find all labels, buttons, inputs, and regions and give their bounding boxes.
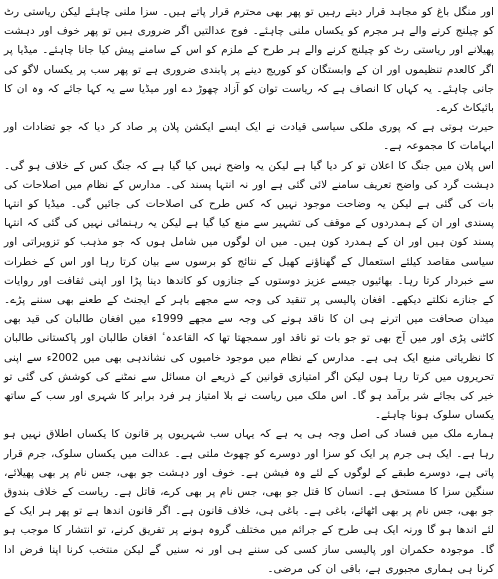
article-column [4,3,494,579]
article-paragraph-1: اور منگل باغ کو مجاہد قرار دیتے رہیں تو پھر بھی محترم قرار پاتے ہیں۔ سزا ملنی چاہئے لیکن ریاستی رٹ کو چیلنج کرنے والے ہر مجرم کو یکساں ملنی چاہئے۔ فوج عدالتیں اگر ضروری ہیں تو پھر خوف اور دہشت پھیلانے اور ریاستی رٹ کو چیلنج کرنے والے ہر طرح کے ملزم کو اس کے سامنے پیش کیا جانا چاہئے۔ میڈیا پر اگر کالعدم تنظیموں اور ان کے وابستگان کو کوریج دینے پر پابندی ضروری ہے تو پھر سب پر یکساں لاگو کی جانی چاہئے۔ یہ کہاں کا انصاف ہے کہ ریاست توان کو آزاد چھوڑ دے اور میڈیا سے یہ کہا جائے کہ وہ ان کا بائیکاٹ کرے۔ [4,6,494,115]
article-paragraph-4: ہمارے ملک میں فساد کی اصل وجہ ہی یہ ہے کہ یہاں سب شہریوں پر قانون کا یکساں اطلاق نہیں ہو رہا ہے۔ ایک ہی جرم پر ایک کو سزا اور دوسرے کو چھوٹ ملتی ہے۔ عدالت میں یکساں سلوک، جرم قرار پاتی ہے، دوسرے طبقے کے لوگوں کے لئے وہ فیشن ہے۔ خوف اور دہشت جو بھی، جس نام پر بھی پھیلائے، سنگین سزا کا مستحق ہے۔ انسان کا قتل جو بھی، جس نام پر بھی کرے، قاتل ہے۔ ریاست کے خلاف بندوق جو بھی، جس نام پر بھی اٹھائے، باغی ہے۔ باغی ہی، خلاف قانون ہے۔ اگر قانون اندھا ہے تو پھر ہر ایک کے لئے اندھا ہو گا ورنہ ایک ہی طرح کے جرائم میں مختلف گروہ ہونے پر تفریق کرنے، تو انتشار کا موجب ہو گا۔ موجودہ حکمران اور پالیسی ساز کسی کی سننے ہی اور نہ سنیں گے لیکن منتخب کرنا اپنا فرض ادا کرنا ہی ہماری مجبوری ہے، باقی ان کی مرضی۔ [4,428,494,575]
article-paragraph-2: حیرت ہوتی ہے کہ پوری ملکی سیاسی قیادت نے ایک ایسے ایکشن پلان پر صاد کر دیا کہ جو تضادات اور ابہامات کا مجموعہ ہے۔ [4,121,494,153]
article-paragraph-3: اس پلان میں جنگ کا اعلان تو کر دیا گیا ہے لیکن یہ واضح نہیں کیا گیا ہے کہ جنگ کس کے خلاف ہو گی۔ دہشت گرد کی واضح تعریف سامنے لائی گئی ہے اور نہ انتہا پسند کی۔ مدارس کے نظام میں اصلاحات کی بات کی گئی ہے لیکن یہ وضاحت موجود نہیں کہ کس طرح کی اصلاحات کی جائیں گی۔ میڈیا کو انتہا پسندی اور ان کے ہمدردوں کے موقف کی تشہیر سے منع کیا گیا ہے لیکن یہ رہنمائی نہیں کی گئی کہ انتہا پسند کون ہیں اور ان کے ہمدرد کون ہیں۔ میں ان لوگوں میں شامل ہوں کہ جو مذہب کو تزویراتی اور سیاسی مقاصد کیلئے استعمال کے گھناؤنے کھیل کے نتائج کو برسوں سے بیان کرتا رہا اور اس کے خطرات سے خبردار کرتا رہا۔ بھائیوں جیسے عزیز دوستوں کے جنازوں کو کاندھا دینا پڑا اور اپنی ثقافت اور روایات کے جنازے نکلتے دیکھے۔ افغان پالیسی پر تنقید کی وجہ سے مجھے باہر کے ایجنٹ کے طعنے بھی سننے پڑے۔ میدان صحافت میں اترنے ہی ان کا ناقد ہونے کی وجہ سے مجھے 1999ء میں افغان طالبان کی قید بھی کاٹنی پڑی اور میں آج بھی تو جو بات تو ناقد اور سمجھتا تھا کہ القاعدہ ٔ افغان طالبان اور پاکستانی طالبان کا نظریاتی منبع ایک ہی ہے۔ مدارس کے نظام میں موجود خامیوں کی نشاندہی بھی میں 2002ء سے اپنی تحریروں میں کرتا رہا ہوں لیکن اگر امتیازی قوانین کے ذریعے ان مسائل سے نمٹنے کی کوشش کی گئی تو خیر کی بجائے شر برآمد ہو گا۔ اس ملک میں ریاست نے بلا امتیاز ہر فرد برابر کا شہری اور سب کے ساتھ یکساں سلوک ہونا چاہئے۔ [4,159,494,422]
